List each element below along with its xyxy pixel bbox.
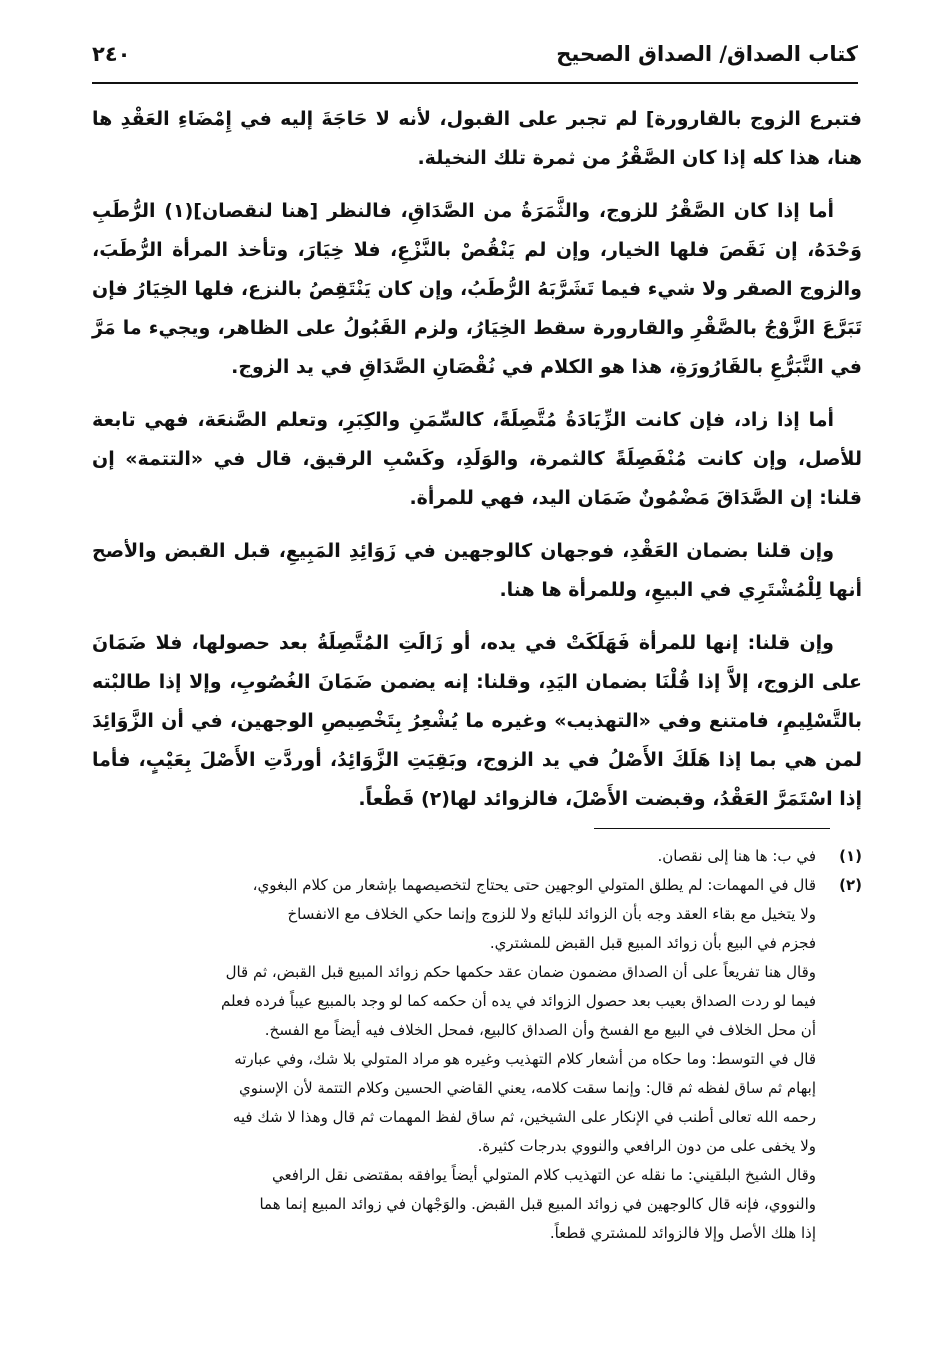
paragraph: وإن قلنا بضمان العَقْدِ، فوجهان كالوجهين في زَوَائِدِ المَبِيعِ، قبل القبض والأصح أنها لِلْمُشْتَرِي في البيعِ، وللمرأة ها هنا. bbox=[92, 540, 862, 601]
footnote-line: رحمه الله تعالى أطنب في الإنكار على الشيخين، ثم ساق لفظ المهمات ثم قال وهذا لا شك فيه bbox=[232, 1108, 816, 1126]
footnote-line: في ب: ها هنا إلى نقصان. bbox=[657, 847, 816, 865]
footnote-line: ولا يخفى على من دون الرافعي والنووي بدرجات كثيرة. bbox=[477, 1137, 816, 1155]
running-header bbox=[92, 40, 858, 80]
footnote-line: ولا يتخيل مع بقاء العقد وجه بأن الزوائد للبائع ولا للزوج وإنما حكي الخلاف مع الانفساخ bbox=[287, 905, 816, 923]
chapter-title: كتاب الصداق/ الصداق الصحيح bbox=[556, 42, 858, 66]
paragraph: أما إذا كان الصَّقْرُ للزوج، والثَّمَرَةُ من الصَّدَاقِ، فالنظر [هنا لنقصان](١) الرُّطَبِ وَحْدَهُ، إن نَقَصَ فلها الخيار، وإن لم يَنْقُصْ بالنَّزْعِ، فلا خِيَارَ، وتأخذ المرأة الرُّطَبَ، والزوج الصقر ولا شيء فيما تَشَرَّبَهُ الرُّطَبُ، وإن كان يَنْتَقِصُ بالنزع، فلها الخِيَارُ فإن تَبَرَّعَ الزَّوْجُ بالصَّقْرِ والقارورة سقط الخِيَارُ، ولزم القَبُولُ على الظاهر، ويجيء ما مَرَّ في التَّبَرُّعِ بالقَارُورَةِ، هذا هو الكلام في نُقْصَانِ الصَّدَاقِ في يد الزوج. bbox=[92, 200, 862, 378]
paragraph: أما إذا زاد، فإن كانت الزِّيَادَةُ مُتَّصِلَةً، كالسِّمَنِ والكِبَرِ، وتعلم الصَّنعَة، فهي تابعة للأصل، وإن كانت مُنْفَصِلَةً كالثمرة، والوَلَدِ، وكَسْبِ الرقيق، قال في «التتمة» إن قلنا: إن الصَّدَاقَ مَضْمُونٌ ضَمَان اليد، فهي للمرأة. bbox=[92, 409, 862, 509]
main-text bbox=[92, 100, 862, 833]
footnote-line: إبهام ثم ساق لفظه ثم قال: وإنما سقت كلامه، يعني القاضي الحسين وكلام التتمة لأن الإسنوي bbox=[239, 1079, 816, 1097]
footnote-line: والنووي، فإنه قال كالوجهين في زوائد المبيع قبل القبض. والوَجْهان في زوائد المبيع إنما هما bbox=[259, 1195, 816, 1213]
footnote-number: (٢) bbox=[839, 876, 862, 894]
footnote-line: قال في التوسط: وما حكاه من أشعار كلام التهذيب وغيره هو مراد المتولي بلا شك، وفي عبارته bbox=[234, 1050, 816, 1068]
header-rule bbox=[92, 82, 858, 84]
footnote-body bbox=[92, 842, 816, 871]
footnote-line: إذا هلك الأصل وإلا فالزوائد للمشتري قطعاً. bbox=[549, 1224, 816, 1242]
footnote-line: وقال الشيخ البلقيني: ما نقله عن التهذيب كلام المتولي أيضاً يوافقه بمقتضى نقل الرافعي bbox=[272, 1166, 816, 1184]
footnote bbox=[92, 871, 862, 1248]
footnote-number: (١) bbox=[839, 847, 862, 865]
paragraph: وإن قلنا: إنها للمرأة فَهَلَكَتْ في يده، أو زَالَتِ المُتَّصِلَةُ بعد حصولها، فلا ضَمَانَ على الزوج، إلاَّ إذا قُلْنَا بضمان اليَدِ، وقلنا: إنه يضمن ضَمَانَ الغُصُوبِ، وإلا إذا طالبْته بالتَّسْلِيمِ، فامتنع وفي «التهذيب» وغيره ما يُشْعِرُ بِتَخْصِيصِ الوجهين، في أن الزَّوَائِدَ لمن هي بما إذا هَلَكَ الأَصْلُ في يد الزوج، وبَقِيَتِ الزَّوَائِدُ، أوردَّتِ الأَصْلَ بِعَيْبٍ، فأما إذا اسْتَمَرَّ العَقْدُ، وقبضت الأَصْلَ، فالزوائد لها(٢) قَطْعاً. bbox=[92, 632, 862, 810]
footnote-separator bbox=[594, 828, 830, 829]
footnote-line: فجزم في البيع بأن زوائد المبيع قبل القبض للمشتري. bbox=[489, 934, 816, 952]
footnote-line: فيما لو ردت الصداق بعيب بعد حصول الزوائد في يده أن حكمه كما لو وجد بالمبيع عيباً فرده فعلم bbox=[221, 992, 816, 1010]
footnote-line: أن محل الخلاف في البيع مع الفسخ وأن الصداق كالبيع، فمحل الخلاف فيه أيضاً مع الفسخ. bbox=[264, 1021, 816, 1039]
footnote-line: قال في المهمات: لم يطلق المتولي الوجهين حتى يحتاج لتخصيصهما بإشعار من كلام البغوي، bbox=[252, 876, 816, 894]
footnote-body bbox=[92, 871, 816, 1248]
page-number: ٢٤٠ bbox=[92, 42, 131, 66]
paragraph: فتبرع الزوج بالقارورة] لم تجبر على القبول، لأنه لا حَاجَةَ إليه في إِمْضَاءِ العَقْدِ ها هنا، هذا كله إذا كان الصَّقْرُ من ثمرة تلك النخيلة. bbox=[92, 108, 862, 169]
footnote-line: وقال هنا تفريعاً على أن الصداق مضمون ضمان عقد حكمها حكم زوائد المبيع قبل القبض، ثم قال bbox=[225, 963, 816, 981]
footnote bbox=[92, 842, 862, 871]
footnotes bbox=[92, 842, 862, 1248]
